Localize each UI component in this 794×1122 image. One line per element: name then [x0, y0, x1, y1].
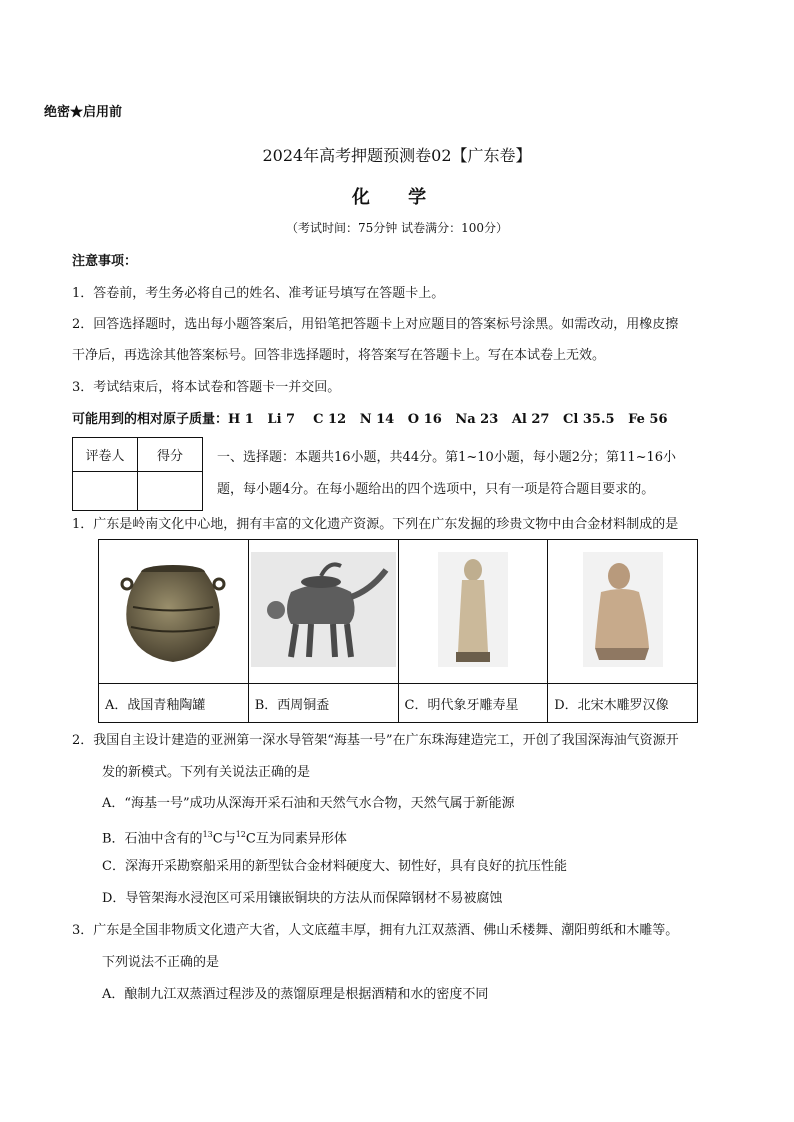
- isotope-mass-13: 13: [202, 830, 213, 839]
- q2-option-c[interactable]: C．深海开采勘察船采用的新型钛合金材料硬度大、韧性好，具有良好的抗压性能: [102, 859, 567, 874]
- pottery-jar-image: [113, 552, 233, 667]
- q1-option-d[interactable]: D．北宋木雕罗汉像: [548, 684, 698, 723]
- q2-option-b-text: C与: [212, 831, 236, 847]
- relic-image-pottery: [99, 540, 249, 684]
- reviewer-cell: [73, 472, 138, 511]
- ivory-statue-image: [438, 552, 508, 667]
- relic-image-wood: [548, 540, 698, 684]
- note-item: 3．考试结束后，将本试卷和答题卡一并交回。: [72, 380, 341, 395]
- q2-stem: 2．我国自主设计建造的亚洲第一深水导管架“海基一号”在广东珠海建造完工，开创了我国深海油气资源开: [72, 733, 679, 748]
- q1-option-a[interactable]: A．战国青釉陶罐: [99, 684, 249, 723]
- note-item: 1．答卷前，考生务必将自己的姓名、准考证号填写在答题卡上。: [72, 286, 445, 301]
- relic-image-bronze: [248, 540, 398, 684]
- subject-title: 化 学: [351, 187, 443, 208]
- wooden-arhat-image: [583, 552, 663, 667]
- section1-instructions-cont: 题，每小题4分。在每小题给出的四个选项中，只有一项是符合题目要求的。: [217, 482, 655, 497]
- q2-stem-cont: 发的新模式。下列有关说法正确的是: [102, 765, 311, 780]
- q2-option-b-text: B．石油中含有的: [102, 831, 203, 847]
- q1-relic-table: [98, 539, 698, 723]
- q2-option-d[interactable]: D．导管架海水浸泡区可采用镶嵌铜块的方法从而保障钢材不易被腐蚀: [102, 891, 503, 906]
- section1-instructions: 一、选择题：本题共16小题，共44分。第1~10小题，每小题2分；第11~16小: [217, 450, 677, 465]
- q1-stem: 1．广东是岭南文化中心地，拥有丰富的文化遗产资源。下列在广东发掘的珍贵文物中由合金材料制成的是: [72, 517, 679, 532]
- q2-option-b-text: C互为同素异形体: [245, 831, 347, 847]
- q1-option-c[interactable]: C．明代象牙雕寿星: [398, 684, 548, 723]
- reviewer-label: 评卷人: [73, 438, 138, 472]
- q1-option-b[interactable]: B．西周铜盉: [248, 684, 398, 723]
- q2-option-b[interactable]: [102, 826, 347, 848]
- atomic-masses: 可能用到的相对原子质量：H 1 Li 7 C 12 N 14 O 16 Na 23 Al 27 Cl 35.5 Fe 56: [72, 412, 668, 427]
- score-label: 得分: [138, 438, 203, 472]
- note-item: 干净后，再选涂其他答案标号。回答非选择题时，将答案写在答题卡上。写在本试卷上无效。: [72, 348, 606, 363]
- exam-info: （考试时间：75分钟 试卷满分：100分）: [286, 221, 508, 235]
- bronze-vessel-image: [251, 552, 396, 667]
- confidential-mark: 绝密★启用前: [44, 105, 123, 120]
- q3-stem: 3．广东是全国非物质文化遗产大省，人文底蕴丰厚，拥有九江双蒸酒、佛山禾楼舞、潮阳剪纸和木雕等。: [72, 923, 679, 938]
- q3-stem-cont: 下列说法不正确的是: [102, 955, 220, 970]
- exam-title: 2024年高考押题预测卷02【广东卷】: [262, 146, 532, 165]
- score-table: [72, 437, 203, 511]
- q3-option-a[interactable]: A．酿制九江双蒸酒过程涉及的蒸馏原理是根据酒精和水的密度不同: [102, 987, 489, 1002]
- notes-heading: 注意事项：: [72, 254, 138, 269]
- note-item: 2．回答选择题时，选出每小题答案后，用铅笔把答题卡上对应题目的答案标号涂黑。如需改动，用橡皮擦: [72, 317, 679, 332]
- isotope-mass-12: 12: [235, 830, 246, 839]
- q2-option-a[interactable]: A．“海基一号”成功从深海开采石油和天然气水合物，天然气属于新能源: [102, 796, 515, 811]
- relic-image-ivory: [398, 540, 548, 684]
- score-cell: [138, 472, 203, 511]
